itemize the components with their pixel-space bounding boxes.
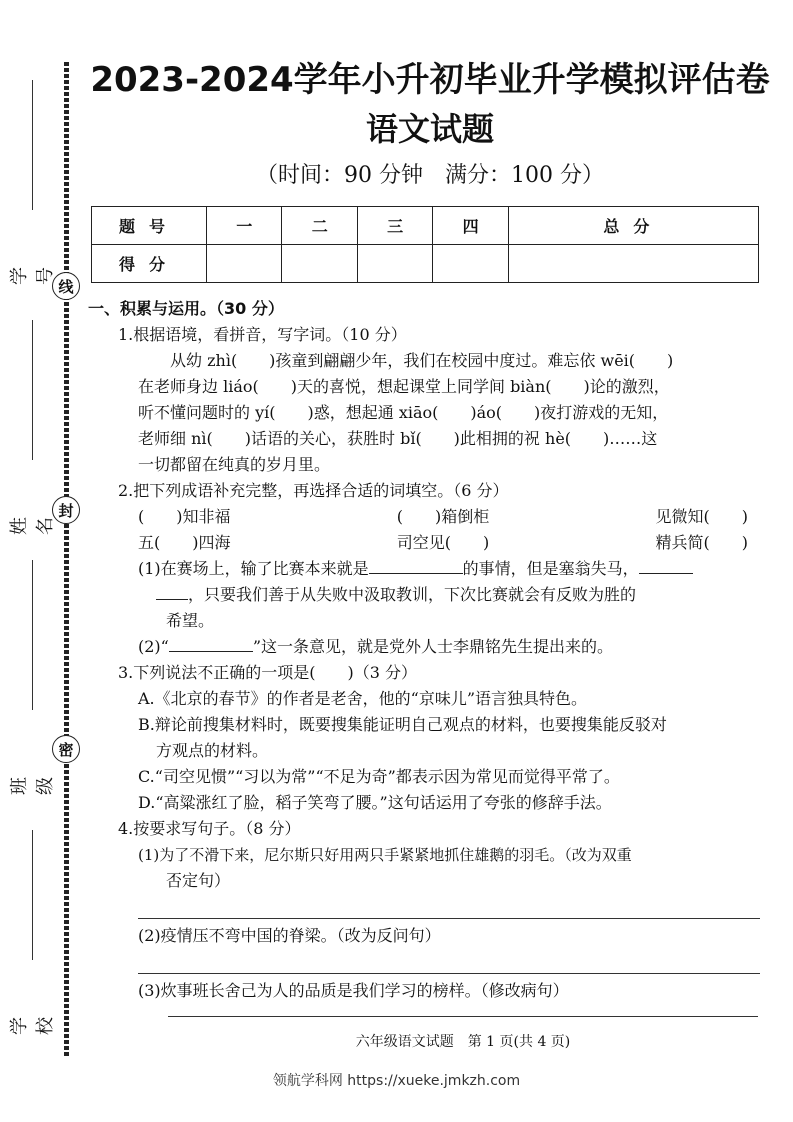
score-cell-3[interactable] — [357, 245, 432, 283]
idiom-item: ( )箱倒柜 — [396, 507, 490, 526]
field-rule-xingming — [32, 320, 33, 460]
col-4: 四 — [433, 207, 508, 245]
col-total: 总分 — [508, 207, 758, 245]
answer-blank[interactable] — [369, 557, 463, 574]
binding-dotted-line — [64, 62, 69, 1056]
col-2: 二 — [282, 207, 357, 245]
q2-sub2-text-b: ”这一条意见，就是党外人士李鼎铭先生提出来的。 — [252, 637, 614, 656]
row-label-tihao: 题号 — [92, 207, 207, 245]
option-d: D.“高粱涨红了脸，稻子笑弯了腰。”这句话运用了夸张的修辞手法。 — [138, 793, 612, 812]
answer-blank[interactable] — [639, 557, 693, 574]
seal-feng: 封 — [52, 496, 80, 524]
question-4-stem: 4.按要求写句子。（8 分） — [118, 819, 301, 838]
field-label-xuexiao: 学校 — [9, 1017, 56, 1035]
exam-title: 2023-2024学年小升初毕业升学模拟评估卷 — [90, 60, 770, 100]
option-a: A.《北京的春节》的作者是老舍，他的“京味儿”语言独具特色。 — [138, 689, 588, 708]
exam-subtitle: 语文试题 — [365, 110, 494, 148]
page-footer: 六年级语文试题 第 1 页(共 4 页) — [168, 1016, 758, 1051]
q1-line-3: 听不懂问题时的 yí( )惑，想起通 xiāo( )áo( )夜打游戏的无知， — [138, 403, 669, 422]
option-c: C.“司空见惯”“习以为常”“不足为奇”都表示因为常见而觉得平常了。 — [138, 767, 620, 786]
score-cell-2[interactable] — [282, 245, 357, 283]
q2-sub1-line-1 — [138, 556, 762, 582]
field-rule-xuehao — [32, 80, 33, 210]
q4-sub3: (3)炊事班长舍己为人的品质是我们学习的榜样。（修改病句） — [138, 981, 569, 1000]
q4-sub1-line-2: 否定句） — [166, 871, 231, 890]
field-rule-xuexiao — [32, 830, 33, 960]
q1-line-1: 从幼 zhì( )孩童到翩翩少年，我们在校园中度过。难忘依 wēi( ) — [170, 351, 674, 370]
seal-xian: 线 — [52, 272, 80, 300]
q4-sub1-line-1: (1)为了不滑下来，尼尔斯只好用两只手紧紧地抓住雄鹅的羽毛。（改为双重 — [138, 846, 632, 864]
field-label-xingming: 姓名 — [9, 517, 56, 535]
time-info: （时间：90 分钟 满分：100 分） — [256, 163, 604, 188]
watermark: 领航学科网 https://xueke.jmkzh.com — [272, 1073, 521, 1089]
option-b-line-1: B.辩论前搜集材料时，既要搜集能证明自己观点的材料，也要搜集能反驳对 — [138, 715, 667, 734]
section-1 — [88, 296, 762, 1004]
answer-line-2[interactable] — [138, 949, 760, 974]
seal-mi: 密 — [52, 735, 80, 763]
q2-sub1-text-a: (1)在赛场上，输了比赛本来就是 — [138, 559, 369, 578]
col-3: 三 — [357, 207, 432, 245]
score-table-row — [92, 245, 759, 283]
q2-sub2-text-a: (2)“ — [138, 637, 169, 656]
idiom-row-1 — [138, 504, 748, 530]
q1-line-4: 老师细 nì( )话语的关心，获胜时 bǐ( )此相拥的祝 hè( )……这 — [138, 429, 658, 448]
section-heading: 一、积累与运用。（30 分） — [88, 299, 284, 318]
idiom-row-2 — [138, 530, 748, 556]
idiom-item: 司空见( ) — [396, 533, 490, 552]
answer-blank[interactable] — [169, 635, 253, 652]
idiom-item: 见微知( ) — [655, 507, 748, 526]
question-2-stem: 2.把下列成语补充完整，再选择合适的词填空。（6 分） — [118, 481, 509, 500]
q1-line-2: 在老师身边 liáo( )天的喜悦，想起课堂上同学间 biàn( )论的激烈， — [138, 377, 670, 396]
score-table — [91, 206, 759, 283]
field-label-banji: 班级 — [9, 777, 56, 795]
q2-sub2-line — [138, 634, 762, 660]
q1-line-5: 一切都留在纯真的岁月里。 — [138, 455, 331, 474]
score-table-row — [92, 207, 759, 245]
col-1: 一 — [207, 207, 282, 245]
score-cell-total[interactable] — [508, 245, 758, 283]
q2-sub1-text-b: 的事情，但是塞翁失马， — [462, 559, 639, 578]
answer-blank[interactable] — [156, 583, 188, 600]
score-cell-1[interactable] — [207, 245, 282, 283]
answer-line-1[interactable] — [138, 894, 760, 919]
q2-sub1-line-3: 希望。 — [166, 611, 215, 630]
question-1-stem: 1.根据语境，看拼音，写字词。（10 分） — [118, 325, 407, 344]
q2-sub1-line-2 — [156, 582, 762, 608]
question-3-stem: 3.下列说法不正确的一项是( )（3 分） — [118, 663, 418, 682]
idiom-item: 精兵简( ) — [655, 533, 748, 552]
idiom-item: 五( )四海 — [138, 533, 231, 552]
idiom-item: ( )知非福 — [138, 507, 231, 526]
q4-sub2: (2)疫情压不弯中国的脊梁。（改为反问句） — [138, 926, 441, 945]
score-cell-4[interactable] — [433, 245, 508, 283]
field-label-xuehao: 学号 — [9, 267, 56, 285]
q2-sub1-text-c: ，只要我们善于从失败中汲取教训，下次比赛就会有反败为胜的 — [188, 585, 637, 604]
option-b-line-2: 方观点的材料。 — [156, 741, 269, 760]
row-label-defen: 得分 — [92, 245, 207, 283]
field-rule-banji — [32, 560, 33, 710]
